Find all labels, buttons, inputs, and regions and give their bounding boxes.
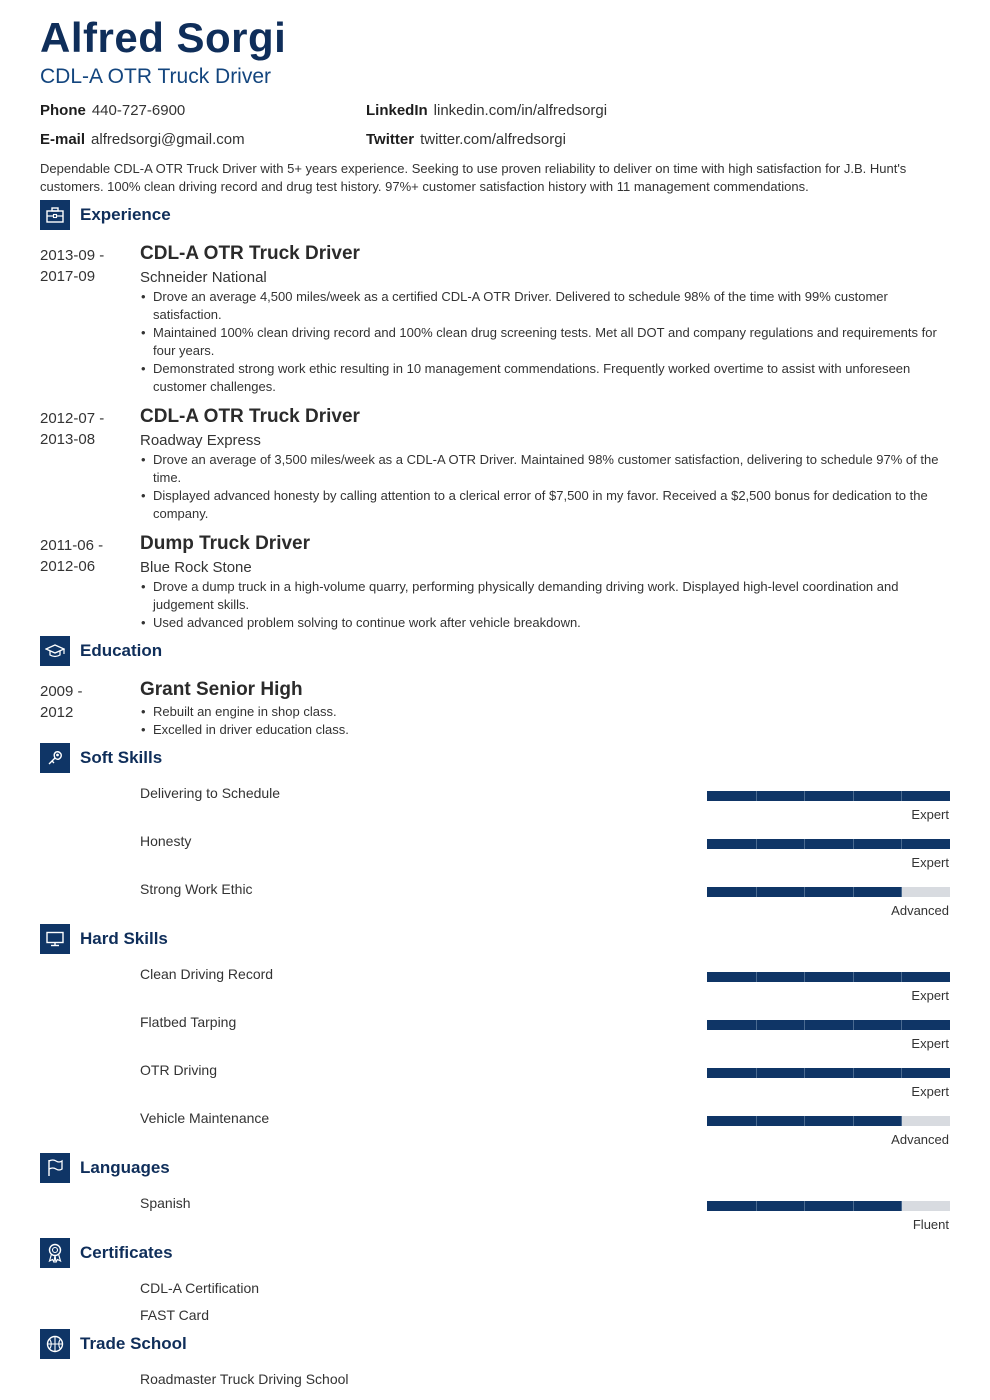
job-bullet: • Drove a dump truck in a high-volume quarry, performing physically demanding driving work. Displayed high-level coordination and judgement skills. [140, 578, 940, 614]
skill-level-label: Expert [911, 807, 949, 822]
skill-level-label: Expert [911, 1084, 949, 1099]
skill-level-divider [804, 1116, 805, 1126]
education-date-start: 2009 - [40, 683, 83, 700]
education-date-end: 2012 [40, 704, 74, 721]
contact-phone [40, 102, 185, 119]
skill-level-label: Expert [911, 988, 949, 1003]
skill-level-divider [804, 972, 805, 982]
skill-level-fill [707, 972, 950, 982]
skill-level-divider [804, 1068, 805, 1078]
job-date [40, 408, 104, 450]
certificate-item: CDL-A Certification [140, 1280, 260, 1296]
job-company: Schneider National [140, 269, 267, 286]
skill-level-divider [901, 1020, 902, 1030]
skill-level-divider [853, 972, 854, 982]
job-company: Roadway Express [140, 432, 261, 449]
skill-level-divider [756, 1201, 757, 1211]
job-date [40, 535, 103, 577]
skill-level-divider [901, 887, 902, 897]
skill-name: Clean Driving Record [140, 966, 274, 982]
skill-name: Strong Work Ethic [140, 881, 253, 897]
monitor-icon [40, 924, 70, 954]
skill-level-fill [707, 839, 950, 849]
skill-level-divider [901, 1116, 902, 1126]
skill-level-divider [756, 1116, 757, 1126]
job-bullets [140, 288, 940, 396]
skill-level-fill [707, 1068, 950, 1078]
basketball-icon [40, 1329, 70, 1359]
puzzle-hand-icon [40, 743, 70, 773]
skill-level-divider [853, 1116, 854, 1126]
skill-level-divider [853, 887, 854, 897]
job-bullets [140, 578, 940, 632]
certificates-section-header [40, 1238, 173, 1268]
language-name: Spanish [140, 1195, 191, 1211]
education-section-header [40, 636, 162, 666]
skill-level-label: Advanced [891, 903, 949, 918]
languages-section-title: Languages [80, 1158, 170, 1177]
skill-level-divider [756, 839, 757, 849]
job-company: Blue Rock Stone [140, 559, 252, 576]
contact-twitter [366, 131, 566, 148]
skill-name: Flatbed Tarping [140, 1014, 237, 1030]
summary-text: Dependable CDL-A OTR Truck Driver with 5+ years experience. Seeking to use proven reliability to deliver on time with high satisfaction for J.B. Hunt's customers. 100% clean driving record and drug test history. 97%+ customer satisfaction history with 11 management commendations. [40, 161, 907, 194]
skill-level-divider [756, 791, 757, 801]
job-bullet: • Displayed advanced honesty by calling attention to a clerical error of $7,500 in my favor. Received a $2,500 bonus for dedication to the company. [140, 487, 940, 523]
phone-value: 440-727-6900 [91, 102, 186, 119]
education-school: Grant Senior High [140, 679, 303, 700]
job-bullets [140, 451, 940, 523]
skill-name: Delivering to Schedule [140, 785, 281, 801]
job-date-start: 2012-07 - [40, 410, 105, 427]
skill-level-divider [901, 791, 902, 801]
skill-level-divider [756, 887, 757, 897]
contact-linkedin [366, 102, 607, 119]
job-bullet: • Drove an average 4,500 miles/week as a certified CDL-A OTR Driver. Delivered to schedule 98% of the time with 99% customer satisfaction. [140, 288, 940, 324]
job-bullet: • Used advanced problem solving to continue work after vehicle breakdown. [140, 614, 940, 632]
skill-level-bar [707, 791, 950, 801]
skill-level-bar [707, 1068, 950, 1078]
skill-level-divider [804, 887, 805, 897]
skill-level-divider [901, 1201, 902, 1211]
skill-level-divider [853, 1020, 854, 1030]
skill-name: Vehicle Maintenance [140, 1110, 270, 1126]
hard-skills-section-title: Hard Skills [80, 929, 168, 948]
skill-level-divider [804, 1201, 805, 1211]
trade-school-item: Roadmaster Truck Driving School [140, 1371, 349, 1387]
skill-level-fill [707, 1020, 950, 1030]
skill-level-divider [853, 1068, 854, 1078]
skill-level-bar [707, 839, 950, 849]
linkedin-label: LinkedIn [366, 102, 428, 119]
education-bullet: • Excelled in driver education class. [140, 721, 940, 739]
certificates-section-title: Certificates [80, 1243, 173, 1262]
skill-level-label: Expert [911, 855, 949, 870]
skill-level-divider [901, 839, 902, 849]
skill-level-bar [707, 1116, 950, 1126]
job-date [40, 245, 104, 287]
skill-level-divider [853, 791, 854, 801]
twitter-label: Twitter [366, 131, 415, 148]
skill-level-label: Expert [911, 1036, 949, 1051]
graduation-cap-icon [40, 636, 70, 666]
skill-level-divider [853, 1201, 854, 1211]
skill-level-divider [756, 972, 757, 982]
briefcase-icon [40, 200, 70, 230]
flag-icon [40, 1153, 70, 1183]
job-bullet: • Demonstrated strong work ethic resulting in 10 management commendations. Frequently worked overtime to assist with unforeseen customer challenges. [140, 360, 940, 396]
skill-level-divider [901, 972, 902, 982]
skill-level-bar [707, 887, 950, 897]
language-level-label: Fluent [912, 1217, 949, 1232]
skill-level-divider [853, 839, 854, 849]
phone-label: Phone [40, 102, 86, 119]
skill-level-divider [756, 1020, 757, 1030]
trade-school-section-title: Trade School [80, 1334, 187, 1353]
candidate-title: CDL-A OTR Truck Driver [40, 65, 272, 88]
award-ribbon-icon [40, 1238, 70, 1268]
job-bullet: • Maintained 100% clean driving record and 100% clean drug screening tests. Met all DOT and company regulations and requirements for four years. [140, 324, 940, 360]
skill-level-bar [707, 972, 950, 982]
job-date-start: 2011-06 - [40, 537, 104, 554]
education-date [40, 681, 83, 723]
skill-level-fill [707, 791, 950, 801]
soft-skills-section-header [40, 743, 162, 773]
email-label: E-mail [40, 131, 86, 148]
languages-section-header [40, 1153, 170, 1183]
trade-school-section-header [40, 1329, 187, 1359]
education-bullets [140, 703, 940, 739]
language-level-bar [707, 1201, 950, 1211]
job-date-end: 2013-08 [40, 431, 96, 448]
skill-level-divider [901, 1068, 902, 1078]
email-value[interactable]: alfredsorgi@gmail.com [91, 131, 245, 148]
job-date-start: 2013-09 - [40, 247, 105, 264]
skill-level-label: Advanced [891, 1132, 949, 1147]
linkedin-value[interactable]: linkedin.com/in/alfredsorgi [433, 102, 608, 119]
hard-skills-section-header [40, 924, 168, 954]
job-title: CDL-A OTR Truck Driver [140, 406, 360, 427]
job-title: Dump Truck Driver [140, 533, 310, 554]
job-title: CDL-A OTR Truck Driver [140, 243, 360, 264]
job-date-end: 2017-09 [40, 268, 96, 285]
experience-section-header [40, 200, 171, 230]
experience-section-title: Experience [80, 205, 171, 224]
skill-level-divider [756, 1068, 757, 1078]
skill-level-divider [804, 839, 805, 849]
skill-level-divider [804, 791, 805, 801]
soft-skills-section-title: Soft Skills [80, 748, 163, 767]
certificate-item: FAST Card [140, 1307, 209, 1323]
twitter-value[interactable]: twitter.com/alfredsorgi [420, 131, 566, 148]
skill-level-bar [707, 1020, 950, 1030]
skill-name: OTR Driving [140, 1062, 218, 1078]
job-bullet: • Drove an average of 3,500 miles/week as a CDL-A OTR Driver. Maintained 98% customer satisfaction, delivering to schedule 97% of the time. [140, 451, 940, 487]
contact-email [40, 131, 245, 148]
skill-name: Honesty [140, 833, 192, 849]
job-date-end: 2012-06 [40, 558, 96, 575]
candidate-name: Alfred Sorgi [40, 14, 287, 61]
education-bullet: • Rebuilt an engine in shop class. [140, 703, 940, 721]
skill-level-divider [804, 1020, 805, 1030]
education-section-title: Education [80, 641, 163, 660]
